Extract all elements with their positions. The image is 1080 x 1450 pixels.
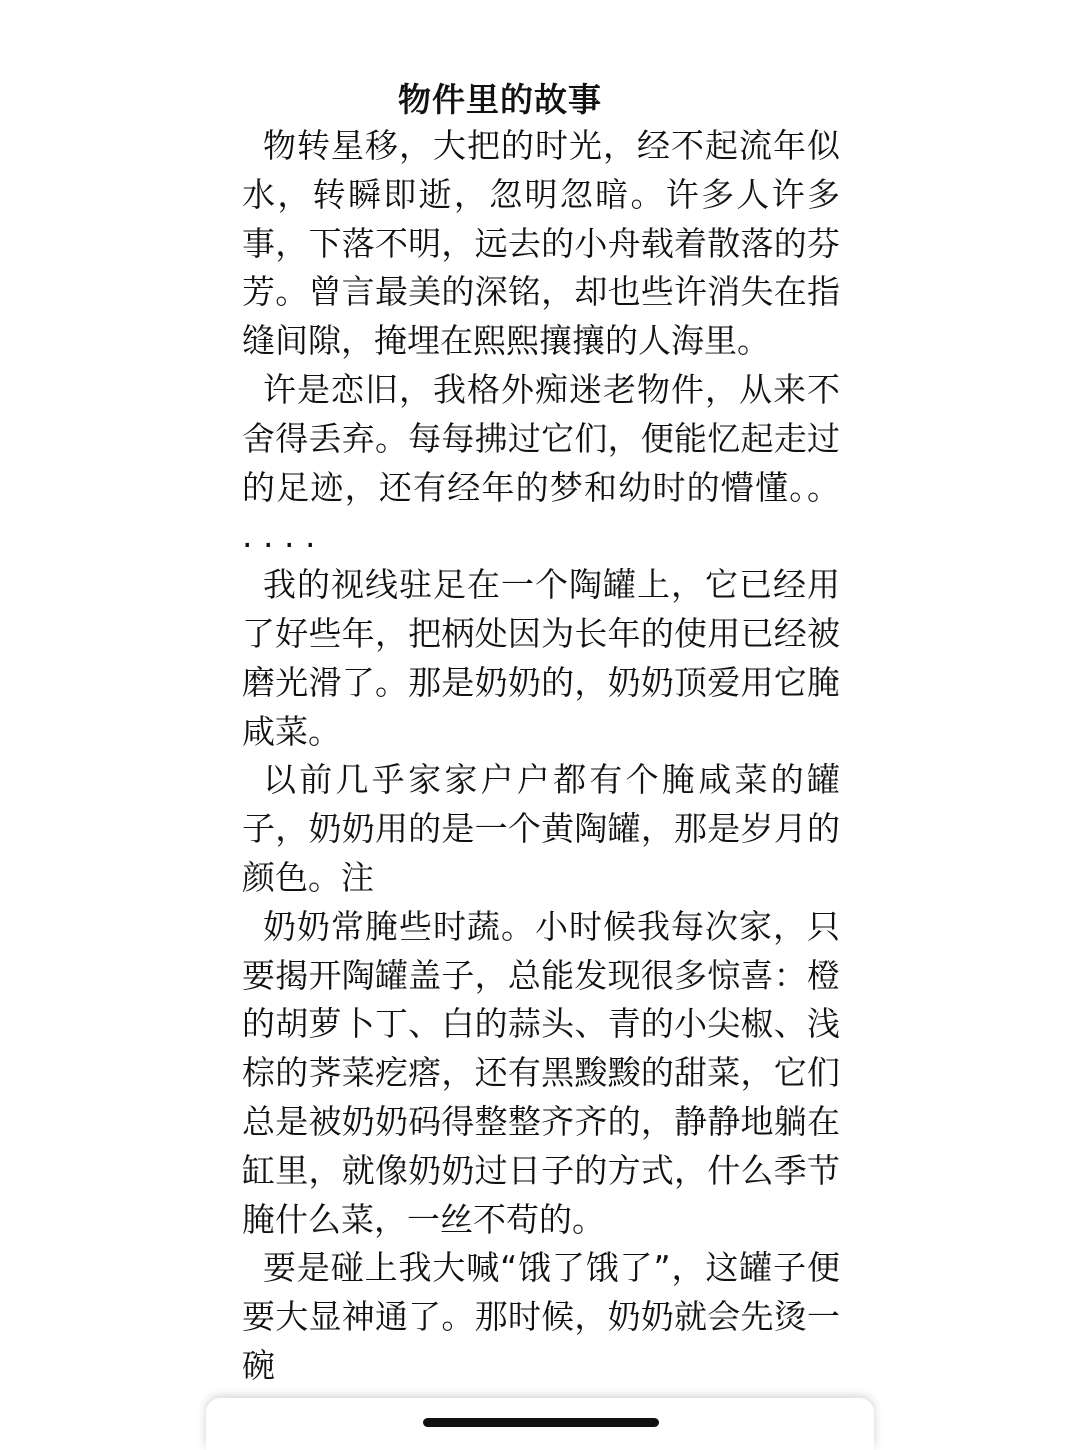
document-title: 物件里的故事 <box>398 80 602 119</box>
paragraph-6: 要是碰上我大喊“饿了饿了”，这罐子便要大显神通了。那时候，奶奶就会先烫一碗 <box>242 1248 840 1385</box>
document-body <box>242 122 840 1391</box>
paragraph-3: 我的视线驻足在一个陶罐上，它已经用了好些年，把柄处因为长年的使用已经被磨光滑了。那是奶奶的，奶奶顶爱用它腌咸菜。 <box>242 565 840 751</box>
paragraph-2: 许是恋旧，我格外痴迷老物件，从来不舍得丢弃。每每拂过它们，便能忆起走过的足迹，还有经年的梦和幼时的懵懂。。 . . . . <box>242 369 840 556</box>
home-indicator[interactable] <box>423 1418 659 1427</box>
paragraph-1: 物转星移，大把的时光，经不起流年似水，转瞬即逝，忽明忽暗。许多人许多事，下落不明，远去的小舟载着散落的芬芳。曾言最美的深铭，却也些许消失在指缝间隙，掩埋在熙熙攘攘的人海里。 <box>242 126 840 361</box>
paragraph-4: 以前几乎家家户户都有个腌咸菜的罐子，奶奶用的是一个黄陶罐，那是岁月的颜色。注 <box>242 760 840 897</box>
paragraph-5: 奶奶常腌些时蔬。小时候我每次家，只要揭开陶罐盖子，总能发现很多惊喜：橙的胡萝卜丁、白的蒜头、青的小尖椒、浅棕的荠菜疙瘩，还有黑黢黢的甜菜，它们总是被奶奶码得整整齐齐的，静静地躺在缸里，就像奶奶过日子的方式，什么季节腌什么菜，一丝不苟的。 <box>242 906 840 1239</box>
